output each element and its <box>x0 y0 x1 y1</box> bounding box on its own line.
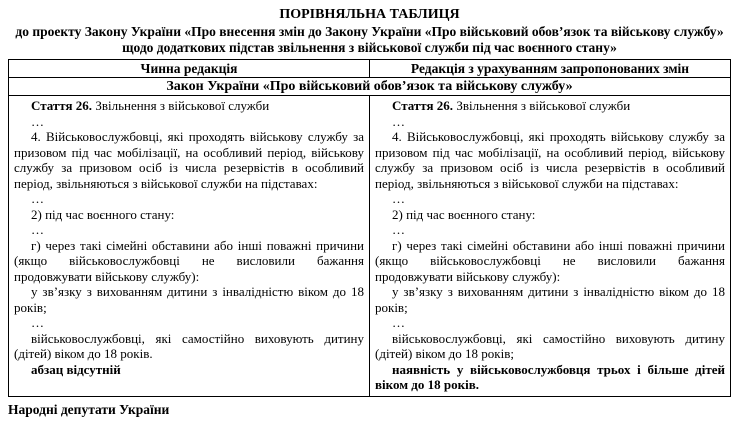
paragraph: військовослужбовці, які самостійно виховують дитину (дітей) віком до 18 років. <box>14 330 364 361</box>
paragraph: г) через такі сімейні обставини або інші поважні причини (якщо військовослужбовці не висловили бажання продовжувати військову службу): <box>375 237 725 284</box>
column-header-proposed-version: Редакція з урахуванням запропонованих змін <box>370 60 731 78</box>
paragraph: 2) під час воєнного стану: <box>392 206 536 222</box>
document-subtitle-line1: до проекту Закону України «Про внесення змін до Закону України «Про військовий обов’язок та військову службу» <box>15 24 724 39</box>
document-title: ПОРІВНЯЛЬНА ТАБЛИЦЯ <box>279 7 460 22</box>
column-header-current-version: Чинна редакція <box>9 60 370 78</box>
article-number: Стаття 26. <box>31 98 93 113</box>
paragraph: г) через такі сімейні обставини або інші поважні причини (якщо військовослужбовці не висловили бажання продовжувати військову службу): <box>14 237 364 284</box>
ellipsis-line: … <box>392 222 405 237</box>
paragraph: військовослужбовці, які самостійно виховують дитину (дітей) віком до 18 років; <box>375 330 725 361</box>
table-body-row <box>9 96 731 397</box>
paragraph: 4. Військовослужбовці, які проходять військову службу за призовом під час мобілізації, на особливий період, військову службу за призовом осіб із числа резервістів в особливий період, звільняються з військової служби на підставах: <box>14 129 364 191</box>
ellipsis-line: … <box>392 191 405 206</box>
law-title-cell: Закон України «Про військовий обов’язок та військову службу» <box>9 78 731 96</box>
ellipsis-line: … <box>31 113 44 129</box>
ellipsis-line: … <box>31 222 44 237</box>
ellipsis-line: … <box>392 315 405 330</box>
article-number: Стаття 26. <box>392 98 454 113</box>
article-heading: Стаття 26. Звільнення з військової служби <box>31 98 270 113</box>
ellipsis-line: … <box>31 315 44 330</box>
table-header-row <box>9 60 731 78</box>
document-subtitle-line2: щодо додаткових підстав звільнення з військової служби під час воєнного стану» <box>122 39 617 55</box>
cell-current-version <box>9 96 370 397</box>
paragraph: абзац відсутній <box>31 361 121 377</box>
paragraph: у зв’язку з вихованням дитини з інвалідністю віком до 18 років; <box>375 284 725 315</box>
comparison-table <box>8 59 731 397</box>
paragraph: 2) під час воєнного стану: <box>31 206 175 222</box>
paragraph: наявність у військовослужбовця трьох і більше дітей віком до 18 років. <box>375 361 725 392</box>
paragraph: 4. Військовослужбовці, які проходять військову службу за призовом під час мобілізації, на особливий період, військову службу за призовом осіб із числа резервістів в особливий період, звільняються з військової служби на підставах: <box>375 129 725 191</box>
ellipsis-line: … <box>392 113 405 129</box>
article-heading: Стаття 26. Звільнення з військової служби <box>392 98 631 113</box>
document-footer: Народні депутати України <box>8 401 170 417</box>
paragraph: у зв’язку з вихованням дитини з інвалідністю віком до 18 років; <box>14 284 364 315</box>
ellipsis-line: … <box>31 191 44 206</box>
law-title-row <box>9 78 731 96</box>
cell-proposed-version <box>370 96 731 397</box>
